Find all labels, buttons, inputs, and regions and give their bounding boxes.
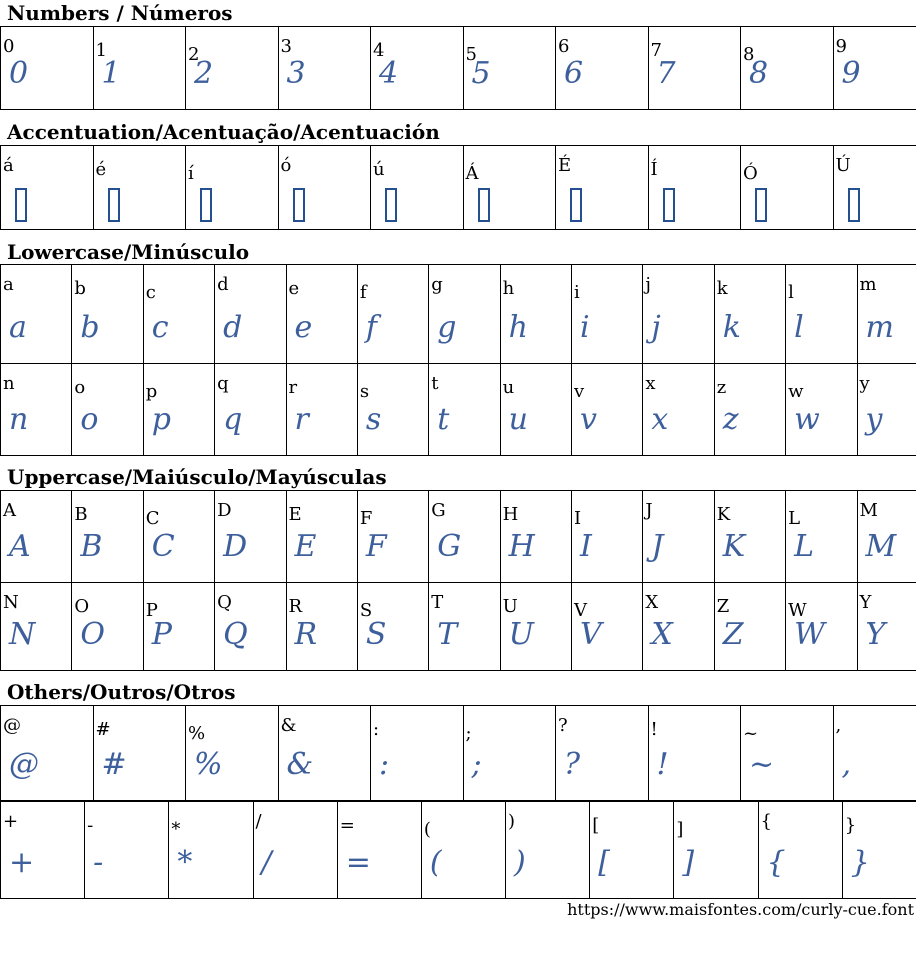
glyph-cell bbox=[572, 583, 643, 671]
glyph-cell bbox=[833, 27, 916, 110]
missing-glyph-box bbox=[663, 188, 675, 222]
source-url[interactable]: https://www.maisfontes.com/curly-cue.font bbox=[567, 900, 914, 919]
glyph-sample: A bbox=[9, 529, 31, 564]
others-row-1 bbox=[1, 706, 916, 801]
glyph-cell bbox=[714, 265, 785, 364]
char-label: 5 bbox=[465, 44, 477, 65]
char-label: I bbox=[574, 508, 582, 529]
glyph-sample: R bbox=[294, 617, 318, 652]
char-label: v bbox=[574, 381, 585, 402]
glyph-cell bbox=[741, 146, 834, 230]
glyph-cell bbox=[500, 583, 571, 671]
char-label: w bbox=[788, 381, 804, 402]
glyph-cell bbox=[429, 583, 500, 671]
glyph-sample: o bbox=[80, 402, 99, 437]
glyph-cell bbox=[463, 27, 556, 110]
char-label: V bbox=[574, 600, 587, 621]
glyph-sample: M bbox=[865, 529, 897, 564]
char-label: J bbox=[645, 500, 653, 521]
glyph-sample: W bbox=[794, 617, 825, 652]
char-label: 9 bbox=[835, 36, 847, 57]
char-label: U bbox=[502, 596, 518, 617]
glyph-sample: I bbox=[580, 529, 592, 564]
glyph-cell bbox=[143, 583, 214, 671]
char-label: o bbox=[74, 377, 86, 398]
title-lowercase: Lowercase/Minúsculo bbox=[7, 240, 250, 264]
char-label: e bbox=[288, 278, 300, 299]
glyph-sample: r bbox=[294, 402, 309, 437]
char-label: c bbox=[145, 282, 156, 303]
glyph-cell bbox=[357, 364, 428, 456]
glyph-sample: = bbox=[345, 845, 371, 880]
title-numbers: Numbers / Números bbox=[7, 1, 233, 25]
glyph-cell bbox=[1, 491, 72, 583]
glyph-sample: [ bbox=[598, 845, 610, 880]
char-label: K bbox=[716, 504, 731, 525]
char-label: F bbox=[359, 508, 373, 529]
uppercase-grid bbox=[0, 490, 916, 671]
glyph-cell bbox=[72, 583, 143, 671]
glyph-cell bbox=[741, 706, 834, 801]
glyph-cell bbox=[85, 802, 169, 899]
glyph-sample: t bbox=[437, 402, 450, 437]
char-label: / bbox=[255, 811, 262, 832]
glyph-cell bbox=[786, 265, 857, 364]
glyph-cell bbox=[643, 491, 714, 583]
glyph-cell bbox=[169, 802, 253, 899]
glyph-cell bbox=[714, 583, 785, 671]
char-label: í bbox=[188, 163, 194, 184]
char-label: ~ bbox=[743, 723, 759, 744]
accents-row bbox=[1, 146, 916, 230]
glyph-sample: C bbox=[151, 529, 175, 564]
glyph-cell bbox=[371, 706, 464, 801]
glyph-cell bbox=[186, 706, 279, 801]
glyph-sample: ~ bbox=[749, 747, 775, 782]
glyph-sample: z bbox=[722, 402, 739, 437]
glyph-cell bbox=[1, 364, 72, 456]
glyph-sample: 7 bbox=[656, 56, 676, 91]
glyph-cell bbox=[500, 265, 571, 364]
glyph-sample: S bbox=[365, 617, 387, 652]
glyph-cell bbox=[371, 146, 464, 230]
glyph-cell bbox=[786, 364, 857, 456]
char-label: G bbox=[431, 500, 446, 521]
glyph-cell bbox=[93, 27, 186, 110]
char-label: N bbox=[3, 592, 19, 613]
char-label: Y bbox=[859, 592, 872, 613]
glyph-cell bbox=[590, 802, 674, 899]
glyph-cell bbox=[186, 27, 279, 110]
glyph-cell bbox=[337, 802, 421, 899]
glyph-cell bbox=[357, 491, 428, 583]
char-label: p bbox=[145, 381, 158, 402]
glyph-cell bbox=[556, 146, 649, 230]
glyph-sample: ; bbox=[471, 747, 482, 782]
char-label: + bbox=[3, 811, 19, 832]
char-label: Á bbox=[465, 163, 479, 184]
char-label: Q bbox=[217, 592, 232, 613]
glyph-cell bbox=[1, 802, 85, 899]
glyph-cell bbox=[1, 27, 94, 110]
glyph-cell bbox=[648, 146, 741, 230]
glyph-sample: T bbox=[437, 617, 458, 652]
glyph-sample: 1 bbox=[101, 56, 121, 91]
glyph-cell bbox=[143, 364, 214, 456]
glyph-cell bbox=[72, 364, 143, 456]
char-label: 0 bbox=[3, 36, 15, 57]
char-label: ( bbox=[423, 819, 431, 840]
glyph-cell bbox=[857, 265, 916, 364]
char-label: g bbox=[431, 274, 443, 295]
glyph-sample: @ bbox=[9, 747, 39, 782]
char-label: n bbox=[3, 373, 15, 394]
glyph-sample: a bbox=[9, 310, 27, 345]
title-accents: Accentuation/Acentuação/Acentuación bbox=[7, 120, 440, 144]
glyph-sample: & bbox=[286, 747, 314, 782]
char-label: Z bbox=[716, 596, 730, 617]
char-label: 6 bbox=[558, 36, 570, 57]
glyph-sample: 2 bbox=[194, 56, 214, 91]
char-label: 7 bbox=[650, 40, 662, 61]
missing-glyph-box bbox=[15, 188, 27, 222]
title-others: Others/Outros/Otros bbox=[7, 680, 236, 704]
glyph-cell bbox=[857, 491, 916, 583]
glyph-cell bbox=[842, 802, 916, 899]
char-label: , bbox=[835, 715, 842, 736]
glyph-cell bbox=[714, 364, 785, 456]
char-label: { bbox=[760, 811, 772, 832]
glyph-cell bbox=[72, 265, 143, 364]
char-label: ? bbox=[558, 715, 568, 736]
glyph-cell bbox=[572, 265, 643, 364]
char-label: r bbox=[288, 377, 298, 398]
char-label: X bbox=[645, 592, 659, 613]
glyph-sample: n bbox=[9, 402, 29, 437]
glyph-cell bbox=[643, 364, 714, 456]
missing-glyph-box bbox=[385, 188, 397, 222]
glyph-sample: , bbox=[841, 747, 852, 782]
glyph-sample: y bbox=[865, 402, 883, 437]
char-label: H bbox=[502, 504, 519, 525]
lowercase-row-2 bbox=[1, 364, 916, 456]
glyph-sample: Q bbox=[223, 617, 248, 652]
glyph-cell bbox=[1, 146, 94, 230]
glyph-cell bbox=[741, 27, 834, 110]
glyph-sample: p bbox=[151, 402, 171, 437]
glyph-cell bbox=[463, 146, 556, 230]
glyph-sample: e bbox=[294, 310, 313, 345]
glyph-sample: P bbox=[151, 617, 172, 652]
glyph-cell bbox=[786, 583, 857, 671]
glyph-sample: i bbox=[580, 310, 590, 345]
glyph-sample: s bbox=[365, 402, 382, 437]
glyph-cell bbox=[643, 583, 714, 671]
missing-glyph-box bbox=[755, 188, 767, 222]
char-label: S bbox=[359, 600, 373, 621]
glyph-cell bbox=[833, 146, 916, 230]
char-label: L bbox=[788, 508, 801, 529]
glyph-sample: 9 bbox=[841, 56, 861, 91]
char-label: ó bbox=[280, 155, 292, 176]
glyph-sample: H bbox=[508, 529, 535, 564]
glyph-sample: # bbox=[101, 747, 127, 782]
missing-glyph-box bbox=[848, 188, 860, 222]
glyph-sample: l bbox=[794, 310, 804, 345]
char-label: 2 bbox=[188, 44, 200, 65]
glyph-cell bbox=[500, 364, 571, 456]
char-label: * bbox=[171, 819, 181, 840]
char-label: - bbox=[87, 815, 94, 836]
glyph-cell bbox=[648, 706, 741, 801]
char-label: t bbox=[431, 373, 439, 394]
char-label: x bbox=[645, 373, 656, 394]
glyph-sample: U bbox=[508, 617, 534, 652]
glyph-cell bbox=[278, 27, 371, 110]
char-label: 8 bbox=[743, 44, 755, 65]
glyph-cell bbox=[72, 491, 143, 583]
char-label: a bbox=[3, 274, 14, 295]
glyph-cell bbox=[857, 364, 916, 456]
glyph-sample: c bbox=[151, 310, 169, 345]
glyph-sample: Y bbox=[865, 617, 886, 652]
char-label: b bbox=[74, 278, 86, 299]
glyph-sample: 8 bbox=[749, 56, 769, 91]
glyph-sample: 6 bbox=[564, 56, 584, 91]
glyph-sample: K bbox=[722, 529, 746, 564]
glyph-cell bbox=[278, 706, 371, 801]
glyph-sample: x bbox=[651, 402, 669, 437]
glyph-sample: 4 bbox=[379, 56, 399, 91]
char-label: ; bbox=[465, 723, 472, 744]
glyph-sample: g bbox=[437, 310, 457, 345]
char-label: = bbox=[339, 815, 355, 836]
numbers-grid bbox=[0, 26, 916, 110]
char-label: Ó bbox=[743, 163, 758, 184]
glyph-cell bbox=[93, 146, 186, 230]
char-label: u bbox=[502, 377, 515, 398]
accents-grid bbox=[0, 145, 916, 230]
char-label: R bbox=[288, 596, 303, 617]
char-label: j bbox=[645, 274, 651, 295]
glyph-cell bbox=[429, 265, 500, 364]
char-label: d bbox=[217, 274, 229, 295]
glyph-cell bbox=[1, 706, 94, 801]
char-label: q bbox=[217, 373, 229, 394]
glyph-sample: N bbox=[9, 617, 36, 652]
glyph-sample: { bbox=[766, 845, 786, 880]
glyph-cell bbox=[278, 146, 371, 230]
glyph-sample: O bbox=[80, 617, 105, 652]
glyph-sample: j bbox=[651, 310, 661, 345]
missing-glyph-box bbox=[293, 188, 305, 222]
char-label: B bbox=[74, 504, 88, 525]
char-label: z bbox=[716, 377, 727, 398]
glyph-cell bbox=[556, 706, 649, 801]
glyph-cell bbox=[286, 364, 357, 456]
missing-glyph-box bbox=[478, 188, 490, 222]
glyph-sample: q bbox=[223, 402, 243, 437]
glyph-cell bbox=[556, 27, 649, 110]
missing-glyph-box bbox=[108, 188, 120, 222]
glyph-sample: f bbox=[365, 310, 377, 345]
glyph-sample: v bbox=[580, 402, 597, 437]
glyph-sample: ) bbox=[514, 845, 526, 880]
glyph-cell bbox=[93, 706, 186, 801]
glyph-sample: k bbox=[722, 310, 741, 345]
glyph-sample: w bbox=[794, 402, 820, 437]
title-uppercase: Uppercase/Maiúsculo/Mayúsculas bbox=[7, 465, 387, 489]
glyph-cell bbox=[143, 491, 214, 583]
glyph-cell bbox=[500, 491, 571, 583]
glyph-cell bbox=[833, 706, 916, 801]
char-label: ] bbox=[676, 819, 684, 840]
glyph-sample: G bbox=[437, 529, 462, 564]
glyph-sample: L bbox=[794, 529, 815, 564]
glyph-cell bbox=[357, 583, 428, 671]
char-label: h bbox=[502, 278, 515, 299]
glyph-sample: B bbox=[80, 529, 103, 564]
glyph-cell bbox=[572, 364, 643, 456]
glyph-cell bbox=[857, 583, 916, 671]
glyph-sample: ] bbox=[682, 845, 695, 880]
glyph-sample: J bbox=[651, 529, 664, 564]
glyph-sample: * bbox=[177, 845, 193, 880]
glyph-sample: F bbox=[365, 529, 387, 564]
glyph-sample: 3 bbox=[286, 56, 306, 91]
glyph-sample: 5 bbox=[471, 56, 491, 91]
char-label: & bbox=[280, 715, 297, 736]
glyph-cell bbox=[463, 706, 556, 801]
glyph-cell bbox=[786, 491, 857, 583]
lowercase-grid bbox=[0, 264, 916, 456]
glyph-sample: b bbox=[80, 310, 100, 345]
char-label: A bbox=[3, 500, 16, 521]
char-label: P bbox=[145, 600, 158, 621]
others-row-2 bbox=[1, 802, 916, 899]
glyph-sample: ? bbox=[564, 747, 581, 782]
glyph-sample: V bbox=[580, 617, 602, 652]
uppercase-row-1 bbox=[1, 491, 916, 583]
glyph-cell bbox=[758, 802, 842, 899]
glyph-cell bbox=[674, 802, 758, 899]
glyph-cell bbox=[421, 802, 505, 899]
char-label: f bbox=[359, 282, 367, 303]
glyph-cell bbox=[286, 583, 357, 671]
glyph-sample: } bbox=[850, 845, 870, 880]
glyph-cell bbox=[143, 265, 214, 364]
char-label: k bbox=[716, 278, 728, 299]
glyph-sample: - bbox=[93, 845, 104, 880]
glyph-cell bbox=[648, 27, 741, 110]
char-label: ú bbox=[373, 159, 385, 180]
char-label: y bbox=[859, 373, 870, 394]
glyph-sample: h bbox=[508, 310, 528, 345]
char-label: # bbox=[95, 719, 111, 740]
char-label: T bbox=[431, 592, 444, 613]
glyph-sample: / bbox=[261, 845, 272, 880]
missing-glyph-box bbox=[570, 188, 582, 222]
char-label: Í bbox=[650, 159, 658, 180]
char-label: M bbox=[859, 500, 878, 521]
glyph-cell bbox=[371, 27, 464, 110]
glyph-cell bbox=[215, 364, 286, 456]
char-label: ! bbox=[650, 719, 658, 740]
glyph-sample: ( bbox=[429, 845, 442, 880]
char-label: : bbox=[373, 719, 380, 740]
missing-glyph-box bbox=[200, 188, 212, 222]
char-label: É bbox=[558, 155, 572, 176]
others-grid-1 bbox=[0, 705, 916, 801]
glyph-sample: X bbox=[651, 617, 673, 652]
char-label: l bbox=[788, 282, 794, 303]
glyph-sample: % bbox=[194, 747, 223, 782]
char-label: O bbox=[74, 596, 90, 617]
char-label: ) bbox=[508, 811, 516, 832]
char-label: [ bbox=[592, 815, 600, 836]
glyph-sample: 0 bbox=[9, 56, 29, 91]
char-label: é bbox=[95, 159, 107, 180]
glyph-cell bbox=[643, 265, 714, 364]
char-label: } bbox=[844, 815, 857, 836]
glyph-cell bbox=[215, 265, 286, 364]
lowercase-row-1 bbox=[1, 265, 916, 364]
char-label: 4 bbox=[373, 40, 385, 61]
glyph-cell bbox=[506, 802, 590, 899]
glyph-sample: D bbox=[223, 529, 248, 564]
glyph-cell bbox=[1, 583, 72, 671]
glyph-cell bbox=[429, 491, 500, 583]
glyph-sample: u bbox=[508, 402, 528, 437]
char-label: á bbox=[3, 155, 14, 176]
glyph-cell bbox=[215, 583, 286, 671]
glyph-cell bbox=[714, 491, 785, 583]
glyph-cell bbox=[253, 802, 337, 899]
glyph-cell bbox=[286, 265, 357, 364]
glyph-sample: Z bbox=[722, 617, 744, 652]
glyph-cell bbox=[1, 265, 72, 364]
char-label: D bbox=[217, 500, 232, 521]
glyph-sample: d bbox=[223, 310, 243, 345]
glyph-cell bbox=[357, 265, 428, 364]
glyph-sample: E bbox=[294, 529, 317, 564]
char-label: C bbox=[145, 508, 160, 529]
char-label: % bbox=[188, 723, 206, 744]
numbers-row bbox=[1, 27, 916, 110]
glyph-cell bbox=[572, 491, 643, 583]
char-label: s bbox=[359, 381, 370, 402]
glyph-sample: ! bbox=[656, 747, 669, 782]
glyph-sample: m bbox=[865, 310, 894, 345]
glyph-cell bbox=[429, 364, 500, 456]
char-label: W bbox=[788, 600, 807, 621]
glyph-cell bbox=[215, 491, 286, 583]
glyph-sample: : bbox=[379, 747, 390, 782]
others-grid-2 bbox=[0, 801, 916, 899]
char-label: Ú bbox=[835, 155, 851, 176]
uppercase-row-2 bbox=[1, 583, 916, 671]
glyph-sample: + bbox=[9, 845, 35, 880]
glyph-cell bbox=[186, 146, 279, 230]
char-label: E bbox=[288, 504, 302, 525]
char-label: 1 bbox=[95, 40, 107, 61]
char-label: i bbox=[574, 282, 580, 303]
char-label: @ bbox=[3, 715, 21, 736]
char-label: m bbox=[859, 274, 877, 295]
glyph-cell bbox=[286, 491, 357, 583]
char-label: 3 bbox=[280, 36, 292, 57]
